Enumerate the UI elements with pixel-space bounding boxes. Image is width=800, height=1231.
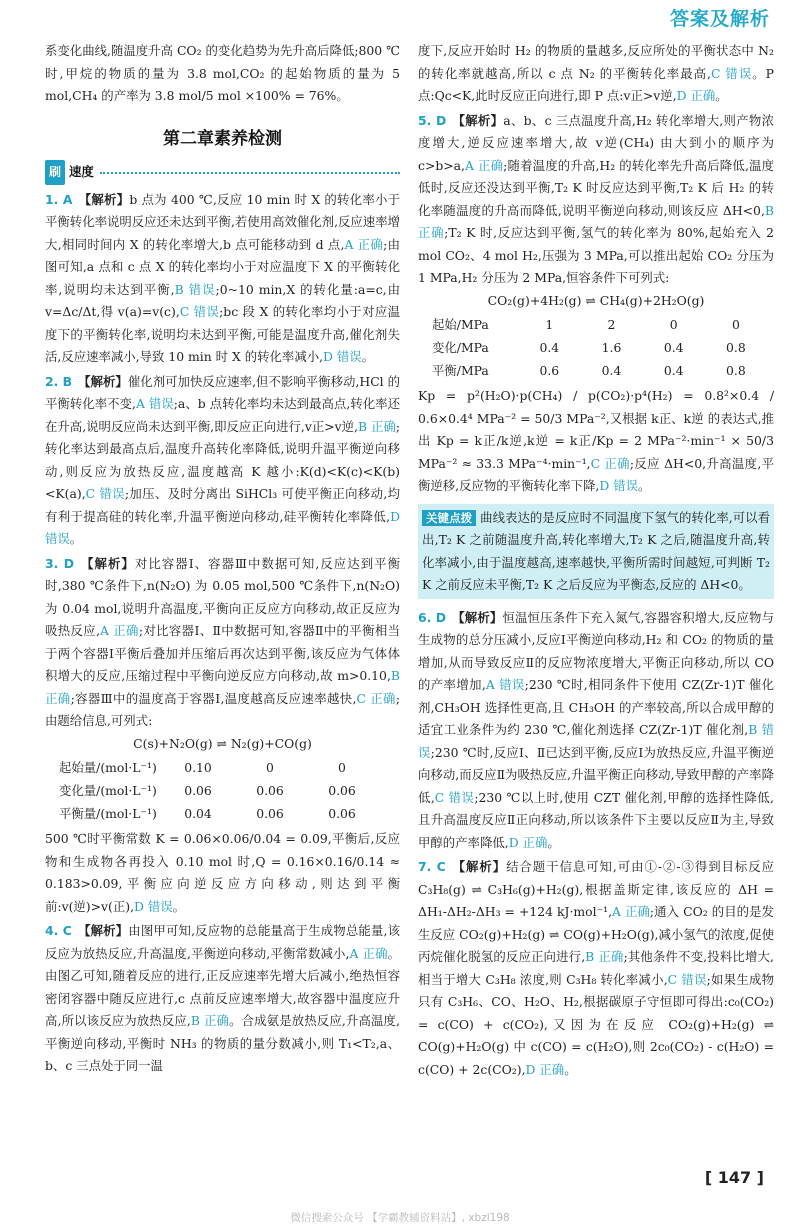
verdict: C 错误 xyxy=(667,971,707,987)
row-label: 平衡量/(mol·L⁻¹) xyxy=(59,806,157,822)
answer-text: a、b、c 三点温度升高,H₂ 转化率增大,则产物浓度增大,逆反应速率增大,故 v逆(CH₄) 由大到小的顺序为 c>b>a, xyxy=(418,112,774,173)
answer-text: ;bc 段 X 的转化率均小于对应温度下的平衡转化率,说明均未达到平衡,可能是温度升高,催化剂失活,反应速率减小,导致 10 min 时 X 的转化率减小, xyxy=(45,304,401,364)
answer-5 xyxy=(418,110,774,290)
cell: 0.8 xyxy=(726,340,746,356)
verdict: A 错误 xyxy=(135,396,174,411)
answer-text: ;T₂ K 时,反应达到平衡,氢气的转化率为 80%,起始充入 2 mol CO₂、4 mol H₂,压强为 3 MPa,可以推出起始 CO₂ 分压为 1 MPa,H₂ 分压为 2 MPa,恒容条件下可列式: xyxy=(418,225,774,285)
answer-7 xyxy=(418,856,774,1081)
verdict: D 正确 xyxy=(508,834,548,850)
verdict: A 错误 xyxy=(485,677,525,692)
footer-watermark: 微信搜索公众号 【学霸教辅资料站】, xbzl198 xyxy=(290,1212,510,1224)
cell: 0 xyxy=(266,760,274,776)
verdict: D 正确 xyxy=(525,1061,565,1077)
cell: 0.06 xyxy=(256,783,284,799)
answer-1 xyxy=(45,189,400,369)
answer-text: 结合题干信息可知,可由①-②-③得到目标反应 C₃H₈(g) ⇌ C₃H₆(g)+H₂(g),根据盖斯定律,该反应的 ΔH = ΔH₁-ΔH₂-ΔH₃ = +124 kJ·mol⁻¹, xyxy=(418,859,774,919)
row-label: 起始/MPa xyxy=(432,317,489,333)
cell: 0.04 xyxy=(184,806,212,822)
row-label: 变化量/(mol·L⁻¹) xyxy=(59,783,157,799)
verdict: C 错误 xyxy=(434,789,475,805)
equation-5: CO₂(g)+4H₂(g) ⇌ CH₄(g)+2H₂O(g) xyxy=(487,292,705,308)
answer-3-continued xyxy=(45,828,400,918)
answer-text: b 点为 400 ℃,反应 10 min 时 X 的转化率小于平衡转化率说明反应还未达到平衡,若使用高效催化剂,反应速率增大,相同时间内 X 的转化率增大,b 点可能移动到 d 点, xyxy=(45,191,401,252)
answer-text: ;230 ℃时,相同条件下使用 CZ(Zr-1)T 催化剂,CH₃OH 选择性更高,且 CH₃OH 的产率较高,所以合成甲醇的适宜工业条件为约 230 ℃,催化剂选择 CZ(Zr-1)T 催化剂, xyxy=(418,677,774,737)
answer-2 xyxy=(45,371,400,551)
verdict: D 错误 xyxy=(45,508,400,546)
equilibrium-table-5 xyxy=(432,314,774,383)
verdict: D 错误 xyxy=(323,349,362,364)
answer-text: 500 ℃时平衡常数 K = 0.06×0.06/0.04 = 0.09,平衡后,反应物和生成物各再投入 0.10 mol 时,Q = 0.16×0.16/0.14 ≈ 0.183>0.09,平衡应向逆反应方向移动,则达到平衡前:v(逆)>v(正), xyxy=(45,831,400,914)
answer-7-number: 7. C xyxy=(418,859,446,874)
answer-text: 对比容器Ⅰ、容器Ⅲ中数据可知,反应达到平衡时,380 ℃条件下,n(N₂O) 为 0.05 mol,500 ℃条件下,n(N₂O) 为 0.04 mol,说明升高温度,平衡向正反应方向移动,故正反应为吸热反应, xyxy=(45,555,400,638)
answer-text: 。 xyxy=(172,898,186,914)
verdict: A 正确 xyxy=(349,945,388,961)
verdict: B 正确 xyxy=(190,1013,230,1028)
analysis-tag: 【解析】 xyxy=(80,555,135,571)
verdict: C 正确 xyxy=(356,690,396,706)
cell: 0.10 xyxy=(184,760,212,776)
answer-4-number: 4. C xyxy=(45,923,72,938)
answer-1-number: 1. A xyxy=(45,191,73,207)
right-column xyxy=(418,40,774,1081)
cell: 1.6 xyxy=(601,340,622,356)
answer-text: 。 xyxy=(547,834,560,850)
table-row xyxy=(59,780,385,803)
key-point-box xyxy=(418,504,774,599)
answer-text: ;230 ℃时,反应Ⅰ、Ⅱ已达到平衡,反应Ⅰ为放热反应,升温平衡逆向移动,而反应Ⅱ为吸热反应,升温平衡正向移动,导致甲醇的产率降低, xyxy=(418,744,775,805)
verdict: B 错误 xyxy=(174,281,216,297)
answer-text: 。 xyxy=(564,1061,577,1077)
row-label: 起始量/(mol·L⁻¹) xyxy=(59,760,157,776)
analysis-tag: 【解析】 xyxy=(77,923,129,938)
cell: 0.06 xyxy=(328,806,356,822)
verdict: C 正确 xyxy=(590,455,630,471)
answer-text: 。 xyxy=(361,349,375,364)
verdict: B 错误 xyxy=(418,722,774,760)
answer-text: 恒温恒压条件下充入氮气,容器容积增大,反应物与生成物的总分压减小,反应Ⅰ平衡逆向移动,H₂ 和 CO₂ 的物质的量增加,从而导致反应Ⅱ的反应物浓度增大,平衡正向移动,所以 CO 的产率增加, xyxy=(418,609,774,692)
answer-6-number: 6. D xyxy=(418,609,447,625)
left-column xyxy=(45,40,400,1078)
answer-3 xyxy=(45,553,400,733)
verdict: C 错误 xyxy=(179,304,220,319)
answer-text: ;由图可知,a 点和 c 点 X 的转化率均小于对应温度下 X 的平衡转化率,说明均未达到平衡, xyxy=(45,236,400,297)
verdict: A 正确 xyxy=(100,623,139,638)
verdict: B 正确 xyxy=(418,202,774,240)
answer-4-continued xyxy=(418,40,774,108)
answer-text: ;由题给信息,可列式: xyxy=(45,690,401,728)
verdict: A 正确 xyxy=(612,904,650,919)
cell: 0.8 xyxy=(726,363,746,379)
table-row xyxy=(59,803,385,826)
answer-text: ;对比容器Ⅰ、Ⅱ中数据可知,容器Ⅱ中的平衡相当于两个容器Ⅰ平衡后叠加并压缩后再次达到平衡,该反应为气体体积增大的反应,压缩过程中平衡向逆反应方向移动,故 m>0.10, xyxy=(45,623,400,683)
section-header: 答案及解析 xyxy=(669,8,770,30)
answer-text: ;容器Ⅲ中的温度高于容器Ⅰ,温度越高反应速率越快, xyxy=(70,690,357,706)
cell: 0 xyxy=(731,317,740,333)
cell: 0.06 xyxy=(184,783,212,799)
chapter-title: 第二章素养检测 xyxy=(163,128,282,149)
answer-text: ;加压、及时分离出 SiHCl₃ 可使平衡正向移动,均有利于提高硅的转化率,升温平衡逆向移动,硅平衡转化率降低, xyxy=(45,486,400,524)
answer-text: 。 xyxy=(715,88,728,103)
section-divider xyxy=(100,171,400,174)
analysis-tag: 【解析】 xyxy=(451,859,507,874)
analysis-tag: 【解析】 xyxy=(78,373,128,389)
page-number: [ 147 ] xyxy=(704,1168,764,1187)
cell: 0.4 xyxy=(663,340,684,356)
verdict: D 正确 xyxy=(676,88,716,103)
cell: 0.06 xyxy=(256,806,284,822)
answer-text: Kp = p²(H₂O)·p(CH₄) / p(CO₂)·p⁴(H₂) = 0.8²×0.4 / 0.6×0.4⁴ MPa⁻² = 50/3 MPa⁻²,又根据 k正、k逆 的表达式,推出 Kp = k正/k逆,k逆 = k正/Kp = 2 MPa⁻²·min⁻¹ × 50/3 MPa⁻² ≈ 33.3 MPa⁻⁴·min⁻¹, xyxy=(418,388,774,471)
table-row xyxy=(59,757,385,780)
page-number-value: 147 xyxy=(717,1168,752,1187)
cell: 0 xyxy=(338,760,346,776)
answer-5-continued xyxy=(418,385,774,498)
cell: 0.4 xyxy=(539,340,560,356)
answer-text: ;230 ℃以上时,使用 CZT 催化剂,甲醇的选择性降低,且升高温度反应Ⅱ正向移动,所以该条件下主要以反应Ⅱ为主,导致甲醇的产率降低, xyxy=(418,789,774,850)
answer-text: ;随着温度的升高,H₂ 的转化率先升高后降低,温度低时,反应还没达到平衡,T₂ K 时反应达到平衡,T₂ K 后 H₂ 的转化率随温度的升高而降低,说明平衡逆向移动,则该反应 ΔH<0, xyxy=(418,157,775,218)
answer-text: 。合成氨是放热反应,升高温度,平衡逆向移动,平衡时 NH₃ 的物质的量分数减小,则 T₁<T₂,a、b、c 三点处于同一温 xyxy=(45,1013,400,1073)
verdict: B 正确 xyxy=(357,418,396,434)
cell: 0.4 xyxy=(663,363,684,379)
section-badge: 刷 xyxy=(45,160,65,185)
answer-text: 催化剂可加快反应速率,但不影响平衡移动,HCl 的平衡转化率不变, xyxy=(45,373,400,411)
answer-3-number: 3. D xyxy=(45,555,74,571)
analysis-tag: 【解析】 xyxy=(452,609,503,625)
answer-text: ;通入 CO₂ 的目的是发生反应 CO₂(g)+H₂(g) ⇌ CO(g)+H₂O(g),减小氢气的浓度,促使丙烷催化脱氢的反应正向进行, xyxy=(418,904,774,964)
table-row xyxy=(432,360,774,383)
section-label: 速度 xyxy=(69,164,94,179)
verdict: C 错误 xyxy=(710,65,753,81)
answer-text: 。 xyxy=(69,531,83,546)
answer-text: 。由图乙可知,随着反应的进行,正反应速率先增大后减小,绝热恒容密闭容器中随反应进行,c 点前反应速率增大,故容器中温度应升高,所以该反应为放热反应, xyxy=(45,945,400,1028)
answer-text: ;如果生成物只有 C₃H₆、CO、H₂O、H₂,根据碳原子守恒即可得出:c₀(CO₂) = c(CO) + c(CO₂),又因为在反应 CO₂(g)+H₂(g) ⇌ CO(g)+H₂O(g) 中 c(CO) = c(H₂O),则 2c₀(CO₂) - c(H₂O) = c(CO) + 2c(CO₂), xyxy=(418,971,774,1077)
verdict: A 正确 xyxy=(344,236,384,252)
row-label: 变化/MPa xyxy=(432,340,489,356)
verdict: A 正确 xyxy=(464,157,504,173)
answer-2-number: 2. B xyxy=(45,373,73,389)
answer-text: ;其他条件不变,投料比增大,相当于增大 C₃H₈ 浓度,则 C₃H₈ 转化率减小, xyxy=(418,949,774,987)
verdict: B 正确 xyxy=(45,668,400,706)
row-label: 平衡/MPa xyxy=(432,363,489,379)
answer-4 xyxy=(45,920,400,1078)
answer-text: ;转化率达到最高点后,温度升高转化率降低,说明升温平衡逆向移动,则反应为放热反应,温度越高 K 越小:K(d)<K(c)<K(b)<K(a), xyxy=(45,418,401,501)
analysis-tag: 【解析】 xyxy=(78,191,130,207)
answer-text: 由图甲可知,反应物的总能量高于生成物总能量,该反应为放热反应,升高温度,平衡逆向移动,平衡常数减小, xyxy=(45,923,400,961)
verdict: D 错误 xyxy=(134,898,173,914)
answer-text: ;a、b 点转化率均未达到最高点,转化率还在升高,说明反应尚未达到平衡,即反应正向进行,v正>v逆, xyxy=(45,396,400,434)
answer-text: 。 xyxy=(638,478,651,493)
cell: 0 xyxy=(669,317,678,333)
answer-text: 。P 点:Qc<K,此时反应正向进行,即 P 点:v正>v逆, xyxy=(418,65,775,103)
verdict: C 错误 xyxy=(85,486,125,501)
cell: 0.06 xyxy=(328,783,356,799)
table-row xyxy=(432,337,774,360)
equation-3: C(s)+N₂O(g) ⇌ N₂(g)+CO(g) xyxy=(133,735,312,751)
key-point-badge: 关键点拨 xyxy=(422,510,476,526)
section-heading xyxy=(45,160,400,185)
answer-6 xyxy=(418,607,774,855)
cell: 0.6 xyxy=(539,363,560,379)
cell: 1 xyxy=(545,317,554,333)
cell: 2 xyxy=(607,317,616,333)
verdict: B 正确 xyxy=(585,949,624,964)
answer-text: ;0~10 min,X 的转化量:a=c,由 v=Δc/Δt,得 v(a)=v(c), xyxy=(45,281,401,319)
key-point-text: 曲线表达的是反应时不同温度下氢气的转化率,可以看出,T₂ K 之前随温度升高,转化率增大,T₂ K 之后,随温度升高,转化率减小,由于温度越高,速率越快,平衡所需时间越短,可判断 T₂ K 之前反应未平衡,T₂ K 之后反应为平衡态,反应的 ΔH<0。 xyxy=(422,509,770,592)
analysis-tag: 【解析】 xyxy=(452,112,504,128)
intro-text: 系变化曲线,随温度升高 CO₂ 的变化趋势为先升高后降低;800 ℃时,甲烷的物质的量为 3.8 mol,CO₂ 的起始物质的量为 5 mol,CH₄ 的产率为 3.8 mol/5 mol ×100% = 76%。 xyxy=(45,43,400,103)
table-row xyxy=(432,314,774,337)
verdict: D 错误 xyxy=(599,478,639,493)
equilibrium-table-3 xyxy=(59,757,385,826)
answer-text: ;反应 ΔH<0,升高温度,平衡逆移,反应物的平衡转化率下降, xyxy=(418,455,774,493)
cell: 0.4 xyxy=(601,363,622,379)
answer-5-number: 5. D xyxy=(418,112,447,128)
answer-text: 度下,反应开始时 H₂ 的物质的量越多,反应所处的平衡状态中 N₂ 的转化率就越高,所以 c 点 N₂ 的平衡转化率最高, xyxy=(418,43,774,81)
